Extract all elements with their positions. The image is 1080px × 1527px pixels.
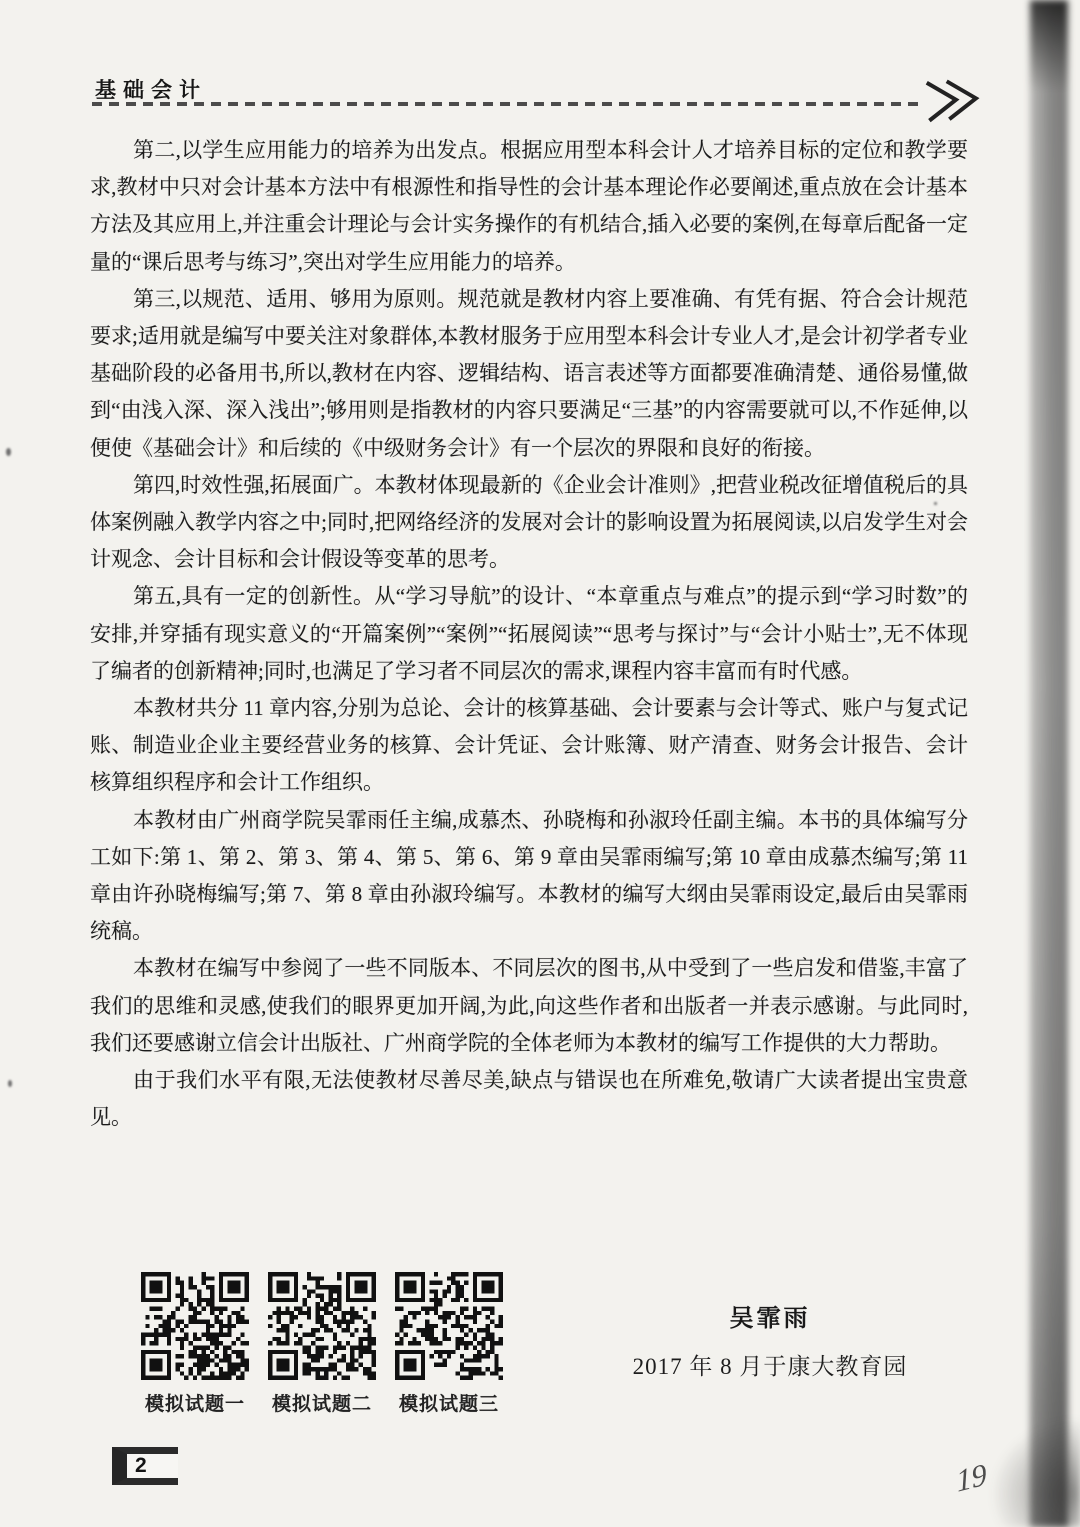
double-chevron-right-icon [918,72,985,128]
qr-label: 模拟试题三 [398,1394,499,1415]
qr-code-section [140,1272,504,1416]
signature-date-place: 2017 年 8 月于康大教育园 [632,1354,908,1379]
paragraph: 第四,时效性强,拓展面广。本教材体现最新的《企业会计准则》,把营业税改征增值税后的具体案例融入教学内容之中;同时,把网络经济的发展对会计的影响设置为拓展阅读,以启发学生对会计观念、会计目标和会计假设等变革的思考。 [90,472,968,572]
paragraph: 第五,具有一定的创新性。从“学习导航”的设计、“本章重点与难点”的提示到“学习时数”的安排,并穿插有现实意义的“开篇案例”“案例”“拓展阅读”“思考与探讨”与“会计小贴士”,无不体现了编者的创新精神;同时,也满足了学习者不同层次的需求,课程内容丰富而有时代感。 [90,584,968,683]
page-header-title: 基础会计 [95,78,207,102]
paragraph: 本教材共分 11 章内容,分别为总论、会计的核算基础、会计要素与会计等式、账户与复式记账、制造业企业主要经营业务的核算、会计凭证、会计账簿、财产清查、财务会计报告、会计核算组织程序和会计工作组织。 [90,696,968,795]
qr-item [394,1272,504,1416]
qr-item [140,1272,250,1416]
signature-block [600,1298,940,1381]
scan-speck [6,448,11,456]
qr-code-icon [141,1272,249,1380]
paragraph: 本教材由广州商学院吴霏雨任主编,成慕杰、孙晓梅和孙淑玲任副主编。本书的具体编写分工如下:第 1、第 2、第 3、第 4、第 5、第 6、第 9 章由吴霏雨编写;第 10 章由成慕杰编写;第 11 章由许孙晓梅编写;第 7、第 8 章由孙淑玲编写。本教材的编写大纲由吴霏雨设定,最后由吴霏雨统稿。 [90,807,968,944]
paragraph: 本教材在编写中参阅了一些不同版本、不同层次的图书,从中受到了一些启发和借鉴,丰富了我们的思维和灵感,使我们的眼界更加开阔,为此,向这些作者和出版者一并表示感谢。与此同时,我们还要感谢立信会计出版社、广州商学院的全体老师为本教材的编写工作提供的大力帮助。 [90,956,968,1055]
scanner-shadow-band [1030,0,1068,1527]
header-dashed-rule [92,102,920,106]
qr-code-icon [268,1272,376,1380]
qr-label: 模拟试题二 [271,1394,372,1415]
scan-speck [934,502,937,505]
page-number-badge [112,1447,178,1485]
page-number: 2 [135,1454,147,1477]
qr-label: 模拟试题一 [144,1394,245,1415]
paragraph: 第三,以规范、适用、够用为原则。规范就是教材内容上要准确、有凭有据、符合会计规范要求;适用就是编写中要关注对象群体,本教材服务于应用型本科会计专业人才,是会计初学者专业基础阶段的必备用书,所以,教材在内容、逻辑结构、语言表述等方面都要准确清楚、通俗易懂,做到“由浅入深、深入浅出”;够用则是指教材的内容只要满足“三基”的内容需要就可以,不作延伸,以便使《基础会计》和后续的《中级财务会计》有一个层次的界限和良好的衔接。 [90,286,968,460]
author-name: 吴霏雨 [729,1306,811,1332]
paragraph: 第二,以学生应用能力的培养为出发点。根据应用型本科会计人才培养目标的定位和教学要求,教材中只对会计基本方法中有根源性和指导性的会计基本理论作必要阐述,重点放在会计基本方法及其应用上,并注重会计理论与会计实务操作的有机结合,插入必要的案例,在每章后配备一定量的“课后思考与练习”,突出对学生应用能力的培养。 [90,138,968,274]
qr-item [267,1272,377,1416]
scanner-corner-shadow [990,1417,1080,1527]
paragraph: 由于我们水平有限,无法使教材尽善尽美,缺点与错误也在所难免,敬请广大读者提出宝贵意见。 [90,1068,968,1130]
preface-body [90,132,968,1136]
handwritten-note: 19 [954,1456,989,1499]
qr-code-icon [395,1272,503,1380]
scan-speck [8,1080,12,1087]
